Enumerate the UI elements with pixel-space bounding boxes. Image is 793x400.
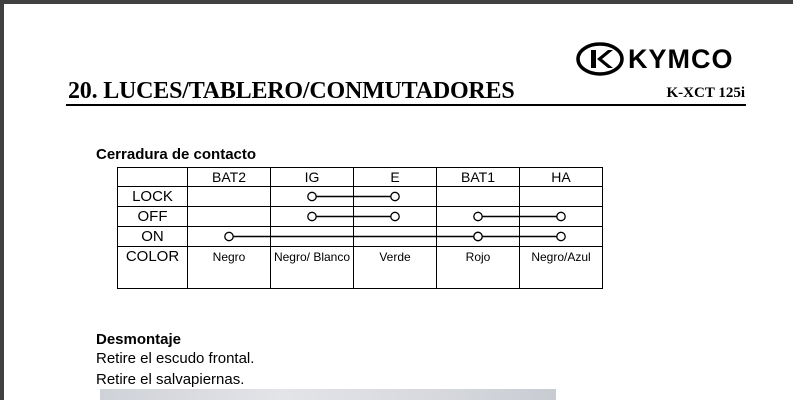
top-border <box>0 0 793 4</box>
table-row <box>118 187 603 207</box>
table-row <box>118 207 603 227</box>
table-cell <box>188 187 271 207</box>
column-header: BAT2 <box>188 168 271 187</box>
header-corner-cell <box>118 168 188 187</box>
switch-table-title: Cerradura de contacto <box>96 146 257 163</box>
column-header: BAT1 <box>437 168 520 187</box>
state-label: ON <box>118 227 188 247</box>
kymco-emblem-icon <box>576 42 624 76</box>
color-row <box>118 247 603 289</box>
title-underline <box>66 104 746 106</box>
wire-color: Negro <box>188 247 271 289</box>
column-header: E <box>354 168 437 187</box>
table-cell <box>354 227 437 247</box>
column-header: IG <box>271 168 354 187</box>
ignition-switch-table <box>117 167 603 289</box>
table-cell <box>271 187 354 207</box>
brand-wordmark: KYMCO <box>628 44 734 74</box>
wire-color: Verde <box>354 247 437 289</box>
wire-color: Negro/ Blanco <box>271 247 354 289</box>
table-header-row <box>118 168 603 187</box>
table-cell <box>271 227 354 247</box>
wire-color: Rojo <box>437 247 520 289</box>
table-cell <box>437 207 520 227</box>
photo-preview <box>100 389 556 400</box>
section-title: Desmontaje <box>96 331 182 348</box>
table-cell <box>354 207 437 227</box>
table-cell <box>188 227 271 247</box>
table-cell <box>354 187 437 207</box>
table-cell <box>520 227 603 247</box>
table-cell <box>188 207 271 227</box>
page-title: 20. LUCES/TABLERO/CONMUTADORES <box>68 78 515 104</box>
table-row <box>118 227 603 247</box>
instruction-step: Retire el escudo frontal. <box>96 350 255 367</box>
wire-color: Negro/Azul <box>520 247 603 289</box>
table-cell <box>437 187 520 207</box>
color-label: COLOR <box>118 247 188 289</box>
column-header: HA <box>520 168 603 187</box>
kymco-logo <box>576 42 746 76</box>
state-label: OFF <box>118 207 188 227</box>
table-cell <box>520 187 603 207</box>
table-cell <box>271 207 354 227</box>
instruction-step: Retire el salvapiernas. <box>96 371 245 388</box>
table-cell <box>520 207 603 227</box>
table-cell <box>437 227 520 247</box>
state-label: LOCK <box>118 187 188 207</box>
model-name: K-XCT 125i <box>666 85 745 101</box>
left-border <box>0 0 4 400</box>
